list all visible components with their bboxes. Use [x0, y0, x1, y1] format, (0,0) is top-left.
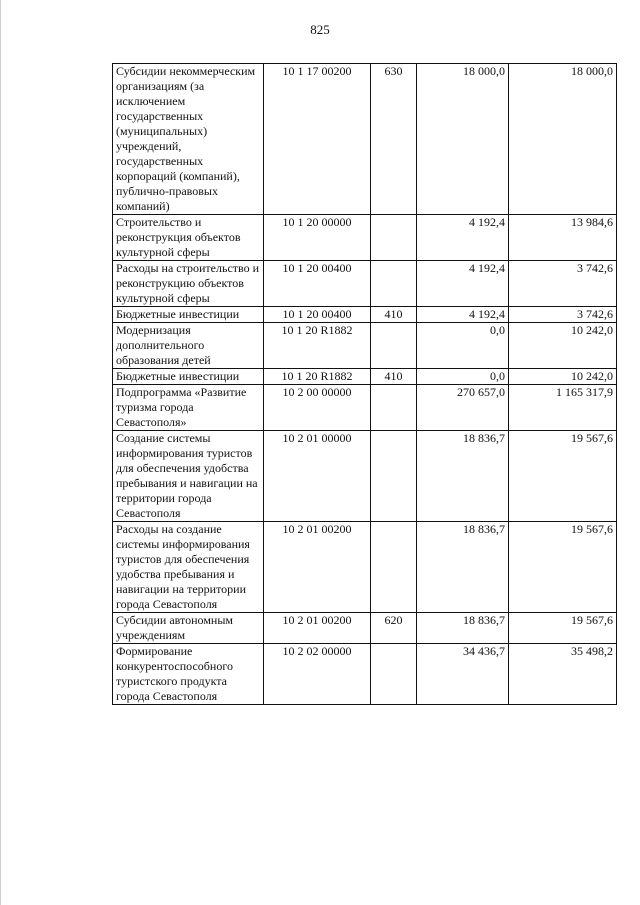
table-row: [113, 323, 617, 369]
row-type: [371, 644, 417, 705]
row-code: 10 2 00 00000: [264, 385, 371, 431]
row-type: 630: [371, 64, 417, 215]
row-type: 410: [371, 307, 417, 323]
row-value-1: 4 192,4: [417, 307, 509, 323]
row-value-2: 1 165 317,9: [509, 385, 617, 431]
row-name: Субсидии автономным учреждениям: [113, 613, 264, 644]
row-code: 10 1 20 R1882: [264, 369, 371, 385]
row-name: Расходы на создание системы информирования туристов для обеспечения удобства пребывания и навигации на территории города Севастополя: [113, 522, 264, 613]
page-number: 825: [310, 22, 330, 37]
row-code: 10 1 20 R1882: [264, 323, 371, 369]
row-name: Бюджетные инвестиции: [113, 369, 264, 385]
row-value-1: 34 436,7: [417, 644, 509, 705]
row-name: Строительство и реконструкция объектов культурной сферы: [113, 215, 264, 261]
table-row: [113, 385, 617, 431]
row-name: Субсидии некоммерческим организациям (за исключением государственных (муниципальных) учреждений, государственных корпораций (компаний), публично-правовых компаний): [113, 64, 264, 215]
table-row: [113, 261, 617, 307]
table-row: [113, 644, 617, 705]
row-value-1: 270 657,0: [417, 385, 509, 431]
row-name: Расходы на строительство и реконструкцию объектов культурной сферы: [113, 261, 264, 307]
row-value-2: 19 567,6: [509, 522, 617, 613]
row-value-2: 3 742,6: [509, 261, 617, 307]
row-name: Формирование конкурентоспособного туристского продукта города Севастополя: [113, 644, 264, 705]
row-value-2: 19 567,6: [509, 613, 617, 644]
row-value-2: 13 984,6: [509, 215, 617, 261]
row-value-1: 18 836,7: [417, 613, 509, 644]
budget-table: [112, 63, 617, 705]
row-type: [371, 261, 417, 307]
table-row: [113, 64, 617, 215]
row-code: 10 1 17 00200: [264, 64, 371, 215]
row-code: 10 1 20 00000: [264, 215, 371, 261]
row-name: Подпрограмма «Развитие туризма города Севастополя»: [113, 385, 264, 431]
row-type: [371, 215, 417, 261]
row-code: 10 2 01 00200: [264, 522, 371, 613]
row-name: Модернизация дополнительного образования детей: [113, 323, 264, 369]
row-code: 10 2 02 00000: [264, 644, 371, 705]
row-value-1: 18 000,0: [417, 64, 509, 215]
row-name: Создание системы информирования туристов для обеспечения удобства пребывания и навигации на территории города Севастополя: [113, 431, 264, 522]
row-value-1: 18 836,7: [417, 431, 509, 522]
row-value-2: 18 000,0: [509, 64, 617, 215]
row-value-2: 19 567,6: [509, 431, 617, 522]
row-type: [371, 431, 417, 522]
row-value-1: 4 192,4: [417, 261, 509, 307]
row-code: 10 2 01 00200: [264, 613, 371, 644]
table-row: [113, 522, 617, 613]
row-code: 10 2 01 00000: [264, 431, 371, 522]
table-row: [113, 613, 617, 644]
table-row: [113, 215, 617, 261]
table-row: [113, 431, 617, 522]
row-value-2: 10 242,0: [509, 369, 617, 385]
row-value-1: 4 192,4: [417, 215, 509, 261]
row-value-1: 18 836,7: [417, 522, 509, 613]
row-value-1: 0,0: [417, 369, 509, 385]
row-code: 10 1 20 00400: [264, 261, 371, 307]
row-value-2: 10 242,0: [509, 323, 617, 369]
row-type: [371, 323, 417, 369]
row-value-2: 3 742,6: [509, 307, 617, 323]
row-value-1: 0,0: [417, 323, 509, 369]
row-code: 10 1 20 00400: [264, 307, 371, 323]
scan-edge: [0, 0, 1, 905]
row-type: [371, 385, 417, 431]
row-value-2: 35 498,2: [509, 644, 617, 705]
row-type: 620: [371, 613, 417, 644]
row-name: Бюджетные инвестиции: [113, 307, 264, 323]
row-type: [371, 522, 417, 613]
table-row: [113, 369, 617, 385]
row-type: 410: [371, 369, 417, 385]
table-row: [113, 307, 617, 323]
